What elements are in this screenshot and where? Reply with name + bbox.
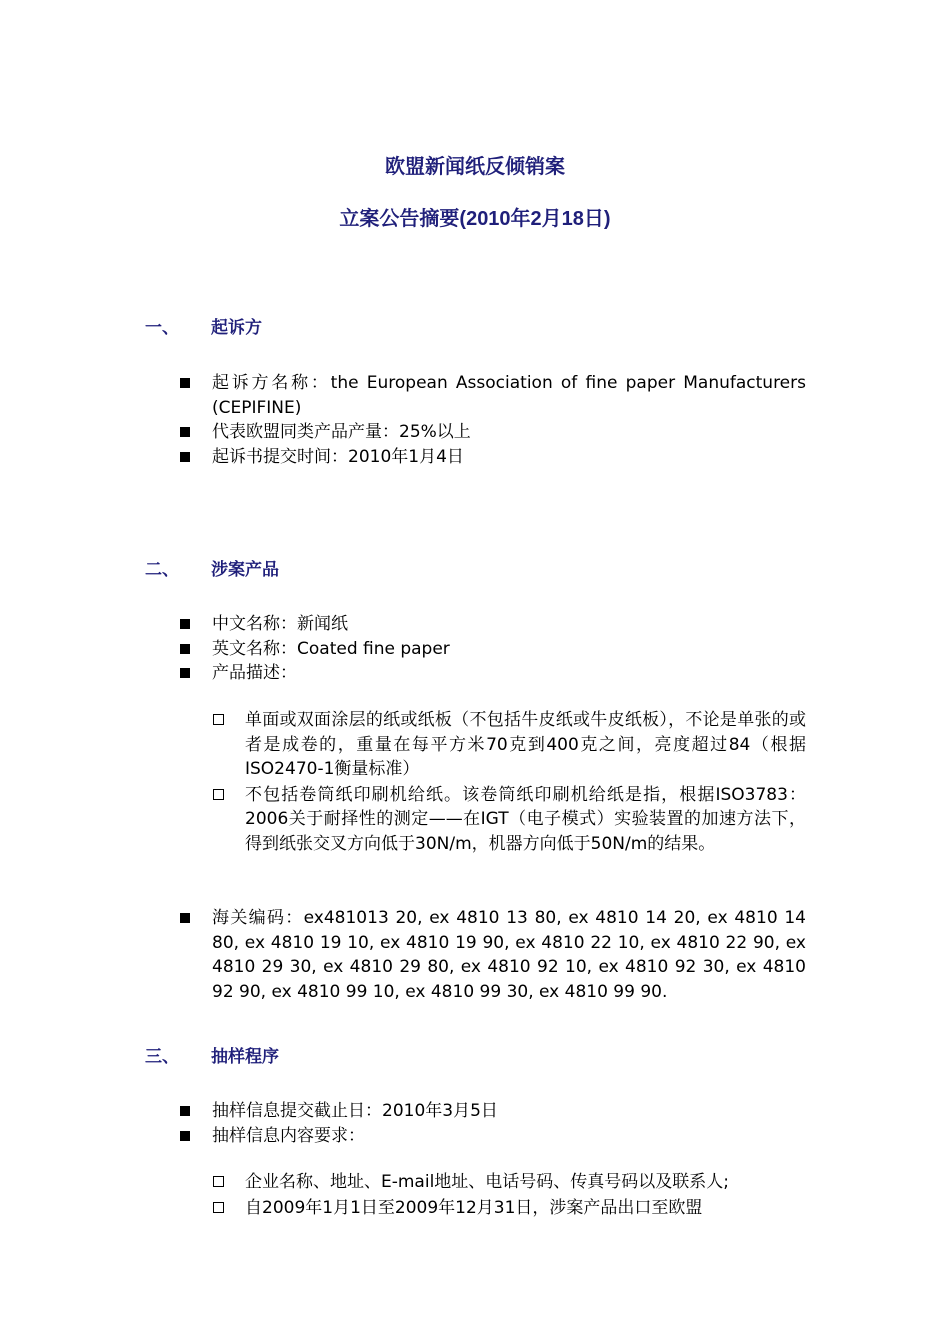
product-list xyxy=(180,612,806,686)
document-subtitle: 立案公告摘要(2010年2月18日) xyxy=(339,208,611,230)
section-title: 抽样程序 xyxy=(211,1047,279,1067)
bullet-square-icon xyxy=(180,452,190,462)
list-item: 抽样信息提交截止日：2010年3月5日 xyxy=(180,1099,806,1124)
document-title: 欧盟新闻纸反倾销案 xyxy=(385,156,565,178)
list-item: 产品描述： xyxy=(180,661,806,686)
sampling-list xyxy=(180,1099,806,1148)
bullet-square-icon xyxy=(180,668,190,678)
checkbox-square-icon xyxy=(213,714,224,725)
bullet-square-icon xyxy=(180,913,190,923)
section-heading-product xyxy=(145,555,279,580)
bullet-square-icon xyxy=(180,378,190,388)
list-item: 企业名称、地址、E-mail地址、电话号码、传真号码以及联系人; xyxy=(213,1170,806,1195)
section-number: 三、 xyxy=(145,1047,179,1067)
section-heading-complainant xyxy=(145,313,262,338)
sampling-requirements-list xyxy=(213,1170,806,1221)
bullet-square-icon xyxy=(180,1131,190,1141)
list-item: 起诉方名称：the European Association of fine paper Manufacturers (CEPIFINE) xyxy=(180,371,806,420)
section-number: 二、 xyxy=(145,560,179,580)
section-title: 涉案产品 xyxy=(211,560,279,580)
section-title: 起诉方 xyxy=(211,318,262,338)
list-item: 起诉书提交时间：2010年1月4日 xyxy=(180,445,806,470)
customs-code-list xyxy=(180,906,806,1004)
checkbox-square-icon xyxy=(213,789,224,800)
list-item: 中文名称：新闻纸 xyxy=(180,612,806,637)
list-item: 单面或双面涂层的纸或纸板（不包括牛皮纸或牛皮纸板），不论是单张的或者是成卷的，重量在每平方米70克到400克之间，亮度超过84（根据ISO2470-1衡量标准） xyxy=(213,708,806,782)
complainant-list xyxy=(180,371,806,469)
bullet-square-icon xyxy=(180,644,190,654)
bullet-square-icon xyxy=(180,427,190,437)
checkbox-square-icon xyxy=(213,1176,224,1187)
bullet-square-icon xyxy=(180,619,190,629)
bullet-square-icon xyxy=(180,1106,190,1116)
list-item: 海关编码：ex481013 20, ex 4810 13 80, ex 4810 14 20, ex 4810 14 80, ex 4810 19 10, ex 4810 19 90, ex 4810 22 10, ex 4810 22 90, ex 4810 29 30, ex 4810 29 80, ex 4810 92 10, ex 4810 92 30, ex 4810 92 90, ex 4810 99 10, ex 4810 99 30, ex 4810 99 90. xyxy=(180,906,806,1004)
section-number: 一、 xyxy=(145,318,179,338)
list-item: 不包括卷筒纸印刷机给纸。该卷筒纸印刷机给纸是指，根据ISO3783：2006关于耐择性的测定——在IGT（电子模式）实验装置的加速方法下，得到纸张交叉方向低于30N/m，机器方向低于50N/m的结果。 xyxy=(213,783,806,857)
list-item: 英文名称：Coated fine paper xyxy=(180,637,806,662)
product-description-list xyxy=(213,708,806,857)
section-heading-sampling xyxy=(145,1042,279,1067)
list-item: 代表欧盟同类产品产量：25%以上 xyxy=(180,420,806,445)
list-item: 抽样信息内容要求： xyxy=(180,1124,806,1149)
list-item: 自2009年1月1日至2009年12月31日，涉案产品出口至欧盟 xyxy=(213,1196,806,1221)
checkbox-square-icon xyxy=(213,1202,224,1213)
